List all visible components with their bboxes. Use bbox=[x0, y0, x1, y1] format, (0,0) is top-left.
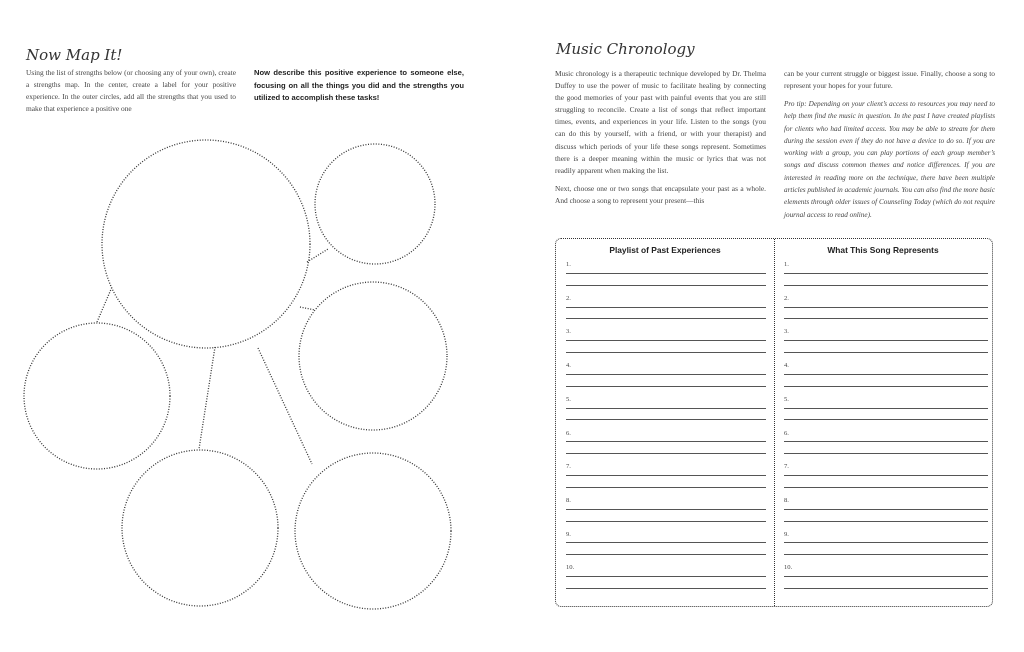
song-represents-field[interactable] bbox=[784, 318, 988, 319]
past-experience-line[interactable] bbox=[566, 576, 766, 577]
past-experience-field[interactable] bbox=[566, 588, 766, 589]
past-experience-line[interactable] bbox=[566, 340, 766, 341]
song-represents-field[interactable] bbox=[784, 487, 988, 488]
song-represents-line[interactable] bbox=[784, 340, 988, 341]
song-represents-field[interactable] bbox=[784, 453, 988, 454]
song-represents-field[interactable] bbox=[784, 285, 988, 286]
past-experience-line[interactable] bbox=[566, 273, 766, 274]
connector-line bbox=[258, 348, 312, 464]
past-experience-number: 9. bbox=[566, 530, 571, 538]
describe-instructions: Now describe this positive experience to someone else, focusing on all the things you did and the strengths you utilized to accomplish these tasks! bbox=[254, 68, 464, 103]
table-row bbox=[556, 492, 992, 526]
song-represents-line[interactable] bbox=[784, 576, 988, 577]
past-experience-number: 10. bbox=[566, 564, 575, 572]
playlist-table bbox=[555, 238, 993, 607]
past-experience-field[interactable] bbox=[566, 521, 766, 522]
past-experience-field[interactable] bbox=[566, 453, 766, 454]
past-experience-field[interactable] bbox=[566, 318, 766, 319]
past-experience-number: 3. bbox=[566, 328, 571, 336]
song-represents-line[interactable] bbox=[784, 374, 988, 375]
past-experience-number: 4. bbox=[566, 362, 571, 370]
song-represents-field[interactable] bbox=[784, 588, 988, 589]
song-represents-field[interactable] bbox=[784, 554, 988, 555]
song-represents-number: 4. bbox=[784, 362, 789, 370]
music-chronology-paragraph-1 bbox=[555, 68, 766, 207]
col-header-song-represents: What This Song Represents bbox=[827, 245, 939, 255]
song-represents-number: 6. bbox=[784, 429, 789, 437]
table-row bbox=[556, 559, 992, 593]
outer-circle bbox=[299, 282, 447, 430]
past-experience-field[interactable] bbox=[566, 352, 766, 353]
song-represents-number: 7. bbox=[784, 463, 789, 471]
page-title-now-map-it: Now Map It! bbox=[26, 46, 123, 64]
strengths-map bbox=[0, 0, 500, 652]
past-experience-number: 5. bbox=[566, 395, 571, 403]
table-row bbox=[556, 256, 992, 290]
song-represents-line[interactable] bbox=[784, 273, 988, 274]
page-title-music-chronology: Music Chronology bbox=[556, 40, 695, 58]
paragraph-1: Music chronology is a therapeutic technique developed by Dr. Thelma Duffey to use the power of music to facilitate healing by connecting the good memories of your past with painful events that you are still struggling to reconcile. Create a list of songs that reflect important times, events, and experiences in your life. Listen to the songs (you can do this by yourself, with a friend, or with your therapist) and discuss which periods of your life these songs represent. Sometimes there is a deeper meaning within the music or lyrics that was not readily apparent when making the list. bbox=[555, 69, 766, 175]
table-row bbox=[556, 425, 992, 459]
outer-circle bbox=[315, 144, 435, 264]
past-experience-field[interactable] bbox=[566, 285, 766, 286]
song-represents-line[interactable] bbox=[784, 542, 988, 543]
past-experience-line[interactable] bbox=[566, 408, 766, 409]
outer-circle bbox=[24, 323, 170, 469]
song-represents-line[interactable] bbox=[784, 408, 988, 409]
map-instructions: Using the list of strengths below (or choosing any of your own), create a strengths map. In the center, create a label for your positive experience. In the outer circles, add all the strengths that you used to make that experience a positive one bbox=[26, 68, 236, 114]
past-experience-number: 1. bbox=[566, 261, 571, 268]
song-represents-line[interactable] bbox=[784, 307, 988, 308]
song-represents-number: 5. bbox=[784, 395, 789, 403]
table-row bbox=[556, 391, 992, 425]
connector-line bbox=[97, 287, 112, 322]
paragraph-2: Next, choose one or two songs that encapsulate your past as a whole. And choose a song to represent your present—this bbox=[555, 183, 766, 205]
past-experience-number: 2. bbox=[566, 294, 571, 302]
outer-circle bbox=[295, 453, 451, 609]
past-experience-field[interactable] bbox=[566, 554, 766, 555]
table-row bbox=[556, 323, 992, 357]
past-experience-number: 8. bbox=[566, 496, 571, 504]
past-experience-line[interactable] bbox=[566, 542, 766, 543]
song-represents-field[interactable] bbox=[784, 386, 988, 387]
center-circle bbox=[102, 140, 310, 348]
song-represents-line[interactable] bbox=[784, 441, 988, 442]
song-represents-line[interactable] bbox=[784, 475, 988, 476]
past-experience-line[interactable] bbox=[566, 307, 766, 308]
past-experience-line[interactable] bbox=[566, 374, 766, 375]
song-represents-number: 8. bbox=[784, 496, 789, 504]
past-experience-number: 7. bbox=[566, 463, 571, 471]
past-experience-line[interactable] bbox=[566, 509, 766, 510]
song-represents-field[interactable] bbox=[784, 521, 988, 522]
song-represents-field[interactable] bbox=[784, 419, 988, 420]
past-experience-field[interactable] bbox=[566, 419, 766, 420]
song-represents-number: 9. bbox=[784, 530, 789, 538]
music-chronology-column-2 bbox=[784, 68, 995, 92]
song-represents-number: 2. bbox=[784, 294, 789, 302]
song-represents-number: 10. bbox=[784, 564, 793, 572]
past-experience-line[interactable] bbox=[566, 441, 766, 442]
table-row bbox=[556, 458, 992, 492]
table-row bbox=[556, 357, 992, 391]
past-experience-number: 6. bbox=[566, 429, 571, 437]
song-represents-number: 3. bbox=[784, 328, 789, 336]
outer-circle bbox=[122, 450, 278, 606]
table-row bbox=[556, 290, 992, 324]
song-represents-field[interactable] bbox=[784, 352, 988, 353]
song-represents-line[interactable] bbox=[784, 509, 988, 510]
past-experience-field[interactable] bbox=[566, 386, 766, 387]
connector-line bbox=[199, 347, 215, 449]
table-row bbox=[556, 526, 992, 560]
past-experience-field[interactable] bbox=[566, 487, 766, 488]
song-represents-number: 1. bbox=[784, 261, 789, 268]
paragraph-3: can be your current struggle or biggest issue. Finally, choose a song to represent your hopes for your future. bbox=[784, 69, 995, 91]
connector-line bbox=[300, 307, 315, 310]
past-experience-line[interactable] bbox=[566, 475, 766, 476]
connector-line bbox=[307, 249, 328, 262]
col-header-past-experiences: Playlist of Past Experiences bbox=[609, 245, 721, 255]
pro-tip: Pro tip: Depending on your client’s access to resources you may need to help them find the music in question. In the past I have created playlists for clients who had limited access. You may be able to stream for them during the session even if they do not have a device to do so. If you are working with a group, you can play portions of each group member’s songs and discuss common themes and notice differences. If you are interested in reading more on the technique, there have been multiple articles published in academic journals. You can also find the more basic elements through older issues of Counseling Today (which do not require journal access to read online). bbox=[784, 100, 995, 219]
